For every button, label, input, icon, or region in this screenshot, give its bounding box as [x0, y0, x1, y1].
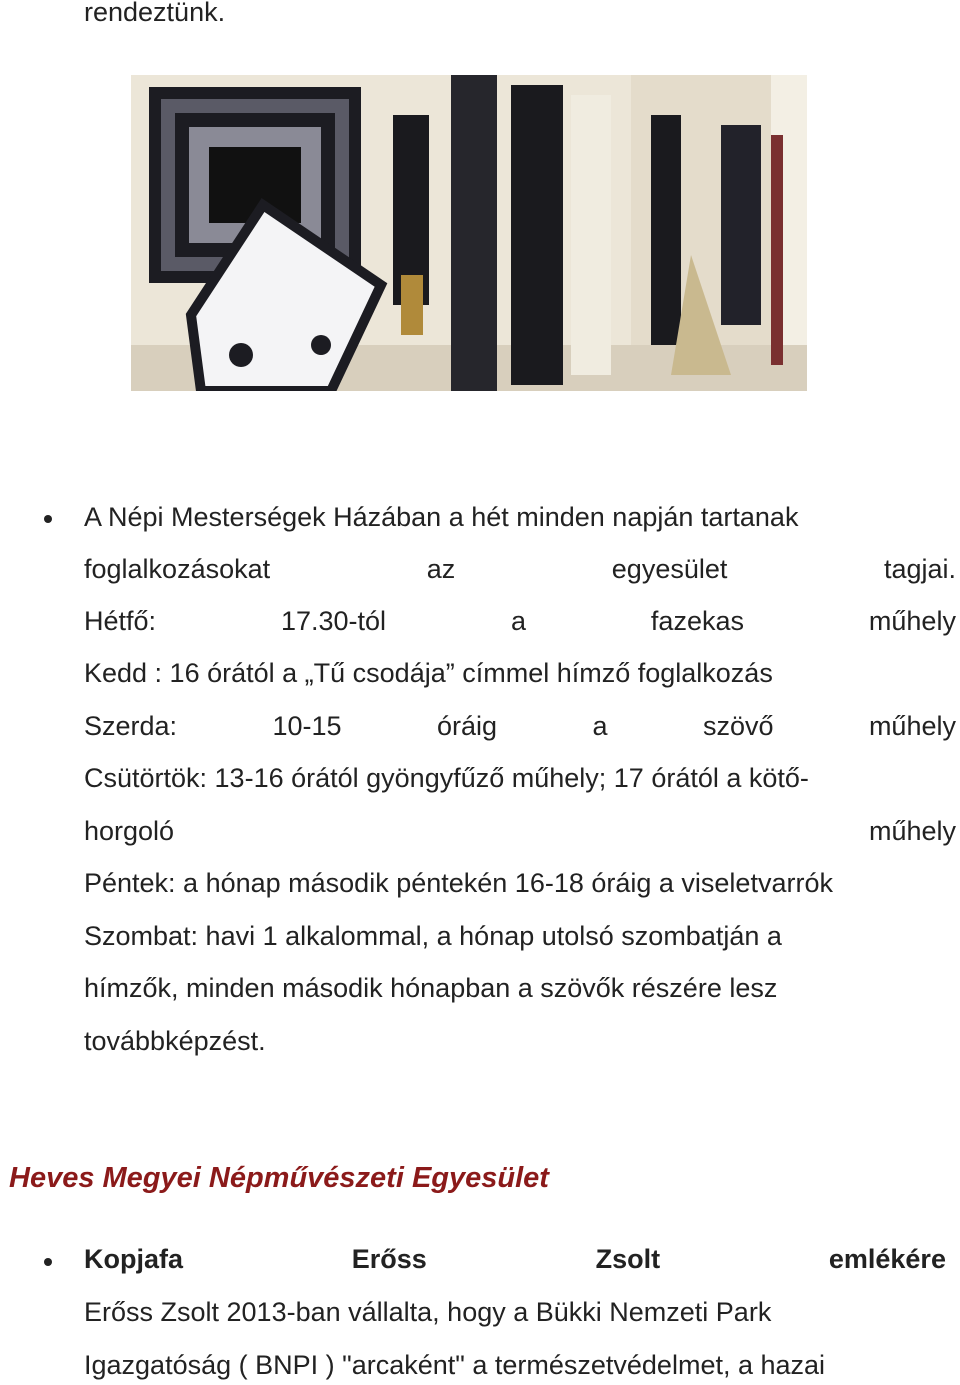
schedule-line-2: foglalkozásokat az egyesület tagjai. [84, 554, 956, 584]
org-heading: Heves Megyei Népművészeti Egyesület [9, 1162, 549, 1194]
schedule-line-1: A Népi Mesterségek Házában a hét minden napján tartanak [84, 502, 799, 532]
bullet-kopjafa [44, 1258, 52, 1266]
exhibit-photo-drawing [131, 75, 807, 391]
schedule-saturday: Szombat: havi 1 alkalommal, a hónap utolsó szombatján a [84, 921, 782, 951]
schedule-tuesday: Kedd : 16 órától a „Tű csodája” címmel hímző foglalkozás [84, 658, 773, 688]
schedule-friday: Péntek: a hónap második péntekén 16-18 óráig a viseletvarrók [84, 868, 833, 898]
schedule-thursday: Csütörtök: 13-16 órától gyöngyfűző műhely; 17 órától a kötő- [84, 763, 809, 793]
intro-tail-text: rendeztünk. [84, 0, 226, 27]
kopjafa-line-2: Igazgatóság ( BNPI ) "arcaként" a természetvédelmet, a hazai [84, 1350, 826, 1380]
bullet-schedule [44, 515, 52, 523]
schedule-saturday-cont: hímzők, minden második hónapban a szövők részére lesz [84, 973, 778, 1003]
kopjafa-title: Kopjafa Erőss Zsolt emlékére [84, 1244, 946, 1274]
schedule-wednesday: Szerda: 10-15 óráig a szövő műhely [84, 711, 956, 741]
embroidery-exhibit-photo [131, 75, 807, 391]
schedule-saturday-end: továbbképzést. [84, 1026, 266, 1056]
schedule-thursday-cont: horgoló műhely [84, 816, 956, 846]
kopjafa-line-1: Erőss Zsolt 2013-ban vállalta, hogy a Bükki Nemzeti Park [84, 1297, 772, 1327]
schedule-monday: Hétfő: 17.30-tól a fazekas műhely [84, 606, 956, 636]
